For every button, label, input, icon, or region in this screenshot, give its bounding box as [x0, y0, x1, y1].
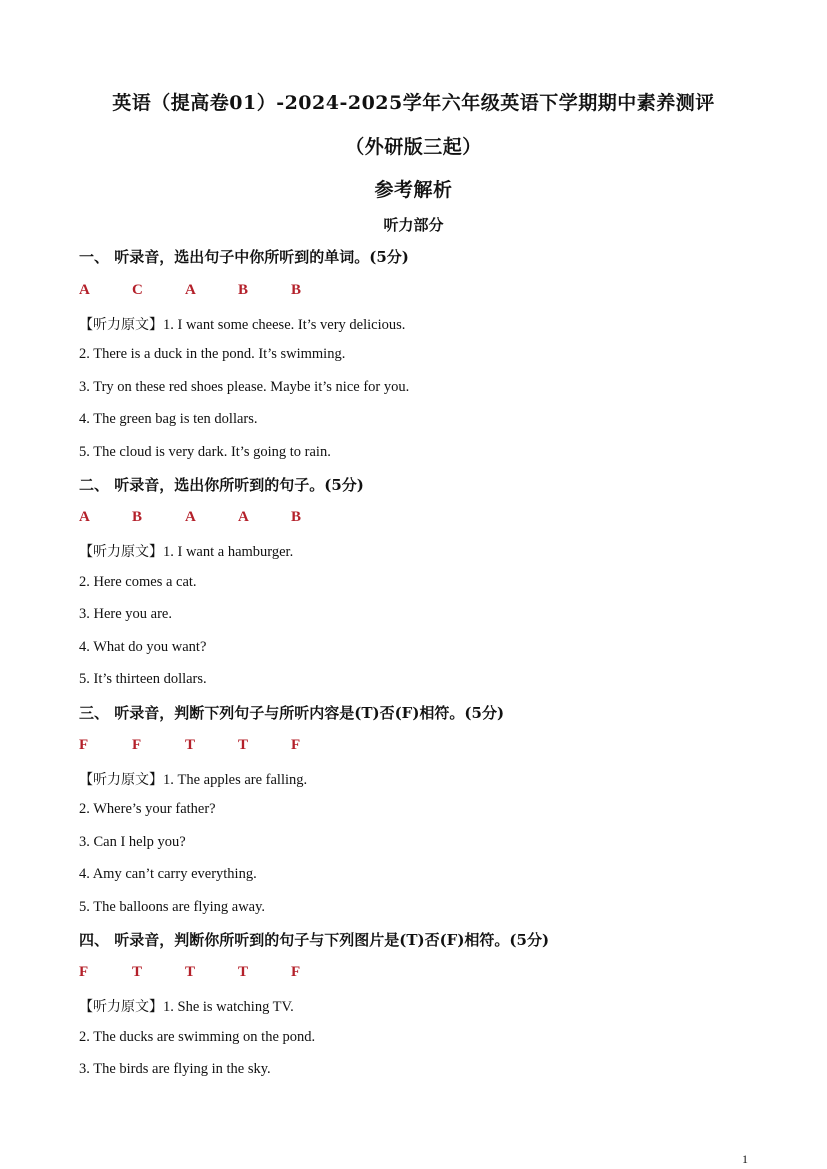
document-title-answer-key: 参考解析 — [374, 179, 453, 201]
transcript-line: 4. The green bag is ten dollars. — [79, 411, 258, 427]
answer: B — [291, 282, 302, 298]
transcript-line — [79, 314, 405, 334]
answer: A — [79, 282, 90, 298]
answer: F — [79, 964, 89, 980]
transcript-line: 4. Amy can’t carry everything. — [79, 866, 257, 882]
answer: T — [238, 737, 249, 753]
answer: T — [132, 964, 143, 980]
answer-row — [79, 964, 344, 981]
transcript-line — [79, 541, 293, 561]
transcript-tag: 【听力原文】 — [79, 317, 163, 333]
transcript-line — [79, 769, 307, 789]
answer: F — [79, 737, 89, 753]
section-subtitle: 听力部分 — [383, 216, 444, 234]
transcript-line: 5. The cloud is very dark. It’s going to rain. — [79, 444, 331, 460]
answer: T — [185, 964, 196, 980]
answer: C — [132, 282, 143, 298]
section-heading: 三、 听录音，判断下列句子与所听内容是(T)否(F)相符。(5分) — [79, 704, 505, 722]
transcript-line: 2. Here comes a cat. — [79, 574, 197, 590]
transcript-tag: 【听力原文】 — [79, 544, 163, 560]
section-heading: 四、 听录音，判断你所听到的句子与下列图片是(T)否(F)相符。(5分) — [79, 931, 550, 949]
transcript-line — [79, 996, 294, 1016]
transcript-line: 3. Try on these red shoes please. Maybe it’s nice for you. — [79, 379, 410, 395]
transcript-line: 2. Where’s your father? — [79, 801, 216, 817]
document-title-edition: （外研版三起） — [345, 136, 482, 158]
answer: B — [132, 509, 143, 525]
document-title: 英语（提高卷01）-2024-2025学年六年级英语下学期期中素养测评 — [112, 92, 715, 114]
transcript-tag: 【听力原文】 — [79, 772, 163, 788]
answer: F — [291, 964, 301, 980]
answer-row — [79, 282, 344, 299]
transcript-line: 4. What do you want? — [79, 639, 207, 655]
answer: A — [185, 509, 196, 525]
transcript-line: 3. The birds are flying in the sky. — [79, 1061, 271, 1077]
transcript-text: 1. I want a hamburger. — [163, 544, 294, 560]
transcript-text: 1. She is watching TV. — [163, 999, 294, 1015]
transcript-line: 5. The balloons are flying away. — [79, 899, 266, 915]
answer: A — [185, 282, 196, 298]
answer: F — [132, 737, 142, 753]
answer: F — [291, 737, 301, 753]
answer: A — [79, 509, 90, 525]
section-heading: 一、 听录音，选出句子中你所听到的单词。(5分) — [79, 248, 409, 266]
transcript-tag: 【听力原文】 — [79, 999, 163, 1015]
answer: T — [185, 737, 196, 753]
answer-row — [79, 509, 344, 526]
transcript-line: 2. There is a duck in the pond. It’s swimming. — [79, 346, 346, 362]
transcript-text: 1. I want some cheese. It’s very delicious. — [163, 317, 406, 333]
section-heading: 二、 听录音，选出你所听到的句子。(5分) — [79, 476, 364, 494]
answer: A — [238, 509, 249, 525]
transcript-line: 3. Here you are. — [79, 606, 172, 622]
answer: B — [291, 509, 302, 525]
transcript-text: 1. The apples are falling. — [163, 772, 308, 788]
page-number: 1 — [742, 1152, 748, 1166]
transcript-line: 2. The ducks are swimming on the pond. — [79, 1029, 316, 1045]
transcript-line: 5. It’s thirteen dollars. — [79, 671, 207, 687]
answer-row — [79, 737, 344, 754]
answer: B — [238, 282, 249, 298]
answer: T — [238, 964, 249, 980]
transcript-line: 3. Can I help you? — [79, 834, 186, 850]
